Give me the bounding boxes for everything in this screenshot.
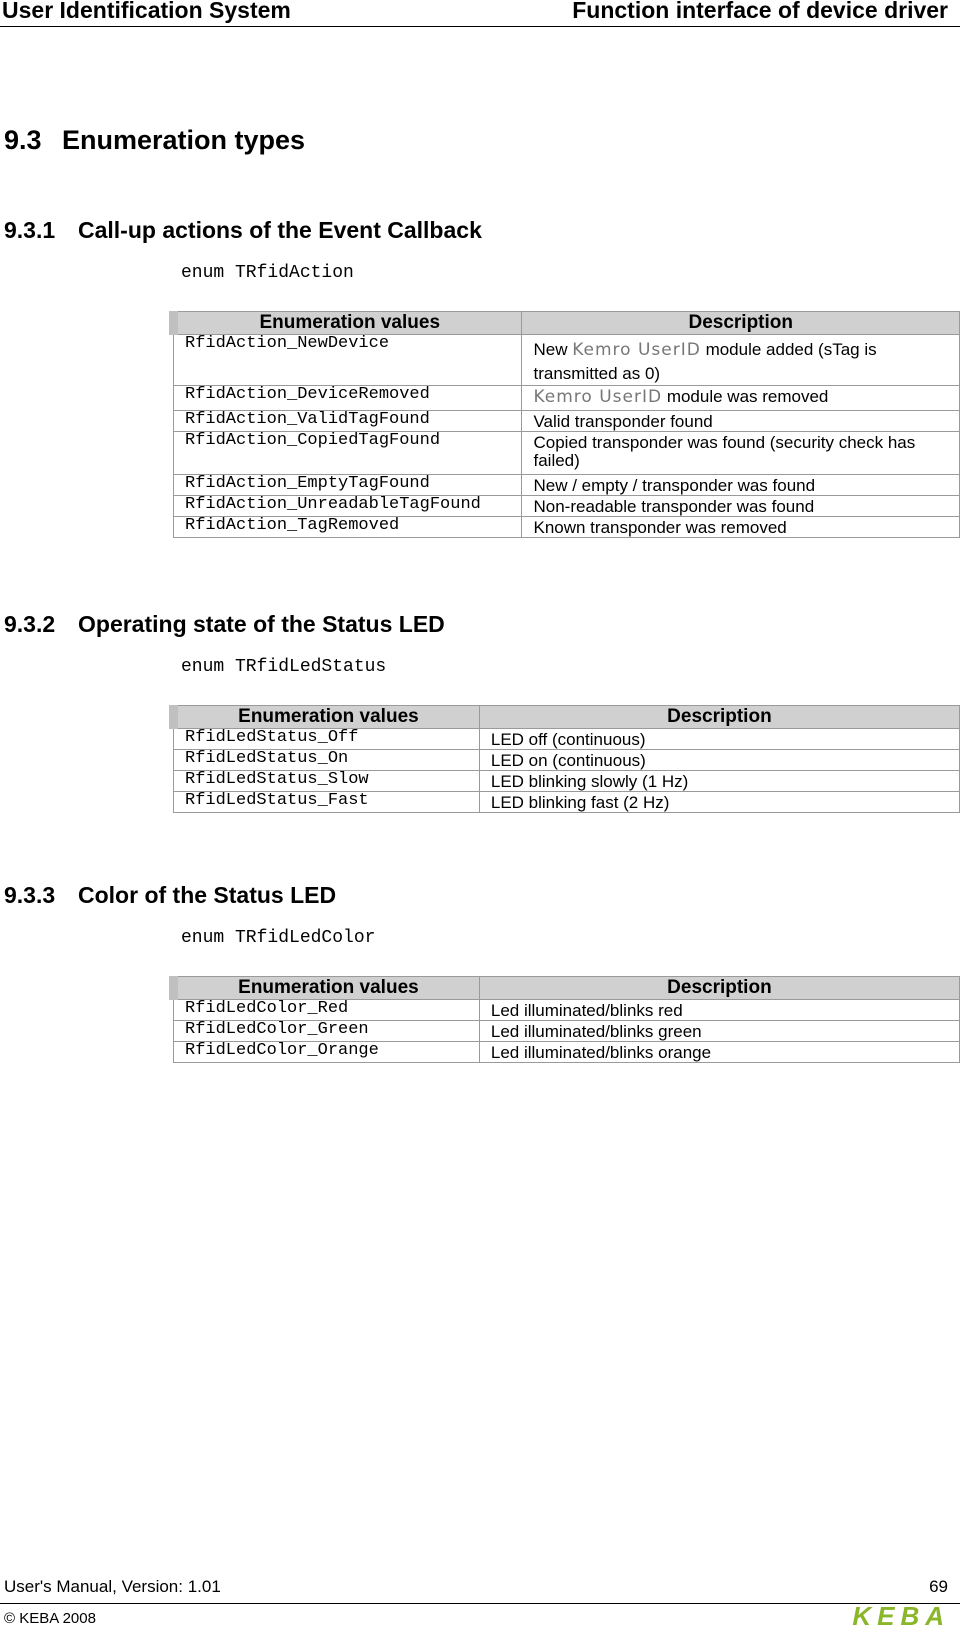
enum-value: RfidAction_EmptyTagFound [174, 475, 522, 496]
table-row [174, 771, 960, 792]
page-number: 69 [929, 1577, 948, 1596]
table-row [174, 729, 960, 750]
enum-value: RfidAction_NewDevice [174, 335, 522, 386]
enum-declaration: enum TRfidAction [181, 263, 354, 283]
column-header-description: Description [479, 706, 959, 729]
enum-description: Led illuminated/blinks green [479, 1021, 959, 1042]
subsection-title: Color of the Status LED [78, 882, 337, 908]
description-text: module was removed [666, 387, 829, 406]
section-number: 9.3 [4, 125, 42, 155]
table-row [174, 386, 960, 411]
enum-description: LED blinking slowly (1 Hz) [479, 771, 959, 792]
table-row [174, 1042, 960, 1063]
enum-description: Valid transponder found [522, 411, 960, 432]
enum-description [522, 386, 960, 411]
table-row [174, 496, 960, 517]
enum-value: RfidLedStatus_Off [174, 729, 480, 750]
column-header-values: Enumeration values [174, 977, 480, 1000]
table-row [174, 750, 960, 771]
subsection-heading-led-status [4, 611, 445, 638]
subsection-number: 9.3.2 [4, 611, 56, 637]
enum-description: Known transponder was removed [522, 517, 960, 538]
manual-version: User's Manual, Version: 1.01 [4, 1577, 221, 1596]
subsection-title: Operating state of the Status LED [78, 611, 445, 637]
brand-name: Kemro UserID [572, 340, 701, 360]
page-header [0, 0, 960, 27]
enum-value: RfidAction_ValidTagFound [174, 411, 522, 432]
enum-value: RfidLedStatus_Slow [174, 771, 480, 792]
enum-description: LED on (continuous) [479, 750, 959, 771]
table-header-row [174, 312, 960, 335]
copyright: © KEBA 2008 [4, 1610, 96, 1627]
enum-value: RfidLedColor_Green [174, 1021, 480, 1042]
subsection-number: 9.3.1 [4, 217, 56, 243]
enum-value: RfidAction_UnreadableTagFound [174, 496, 522, 517]
enum-value: RfidLedColor_Red [174, 1000, 480, 1021]
keba-logo: KEBA [852, 1601, 950, 1631]
subsection-title: Call-up actions of the Event Callback [78, 217, 482, 243]
table-row [174, 335, 960, 386]
description-prefix: New [533, 340, 568, 359]
subsection-heading-led-color [4, 882, 336, 909]
table-row [174, 475, 960, 496]
subsection-heading-actions [4, 217, 482, 244]
header-left-title: User Identification System [2, 0, 291, 23]
table-row [174, 432, 960, 475]
enum-value: RfidAction_CopiedTagFound [174, 432, 522, 475]
enum-value: RfidLedStatus_On [174, 750, 480, 771]
section-title: Enumeration types [62, 125, 306, 155]
enum-description: LED blinking fast (2 Hz) [479, 792, 959, 813]
enum-description: Non-readable transponder was found [522, 496, 960, 517]
enum-value: RfidAction_TagRemoved [174, 517, 522, 538]
column-header-description: Description [522, 312, 960, 335]
table-row [174, 1000, 960, 1021]
table-row [174, 517, 960, 538]
brand-name: Kemro UserID [533, 387, 663, 407]
enum-description: Copied transponder was found (security check has failed) [522, 432, 960, 475]
table-row [174, 1021, 960, 1042]
table-row [174, 411, 960, 432]
enum-value: RfidAction_DeviceRemoved [174, 386, 522, 411]
enum-description: Led illuminated/blinks red [479, 1000, 959, 1021]
enum-declaration: enum TRfidLedColor [181, 928, 376, 948]
section-heading [4, 125, 305, 156]
enum-table-actions [169, 311, 960, 538]
table-header-row [174, 977, 960, 1000]
enum-description: Led illuminated/blinks orange [479, 1042, 959, 1063]
description-text: module added (sTag is transmitted as 0) [533, 340, 877, 383]
enum-value: RfidLedColor_Orange [174, 1042, 480, 1063]
enum-description: New / empty / transponder was found [522, 475, 960, 496]
footer-divider [0, 1603, 960, 1604]
enum-description [522, 335, 960, 386]
subsection-number: 9.3.3 [4, 882, 56, 908]
enum-declaration: enum TRfidLedStatus [181, 657, 387, 677]
table-header-row [174, 706, 960, 729]
table-row [174, 792, 960, 813]
enum-table-led-status [169, 705, 960, 813]
column-header-values: Enumeration values [174, 706, 480, 729]
column-header-values: Enumeration values [174, 312, 522, 335]
enum-description: LED off (continuous) [479, 729, 959, 750]
header-right-title: Function interface of device driver [572, 0, 948, 23]
enum-table-led-color [169, 976, 960, 1063]
enum-value: RfidLedStatus_Fast [174, 792, 480, 813]
column-header-description: Description [479, 977, 959, 1000]
